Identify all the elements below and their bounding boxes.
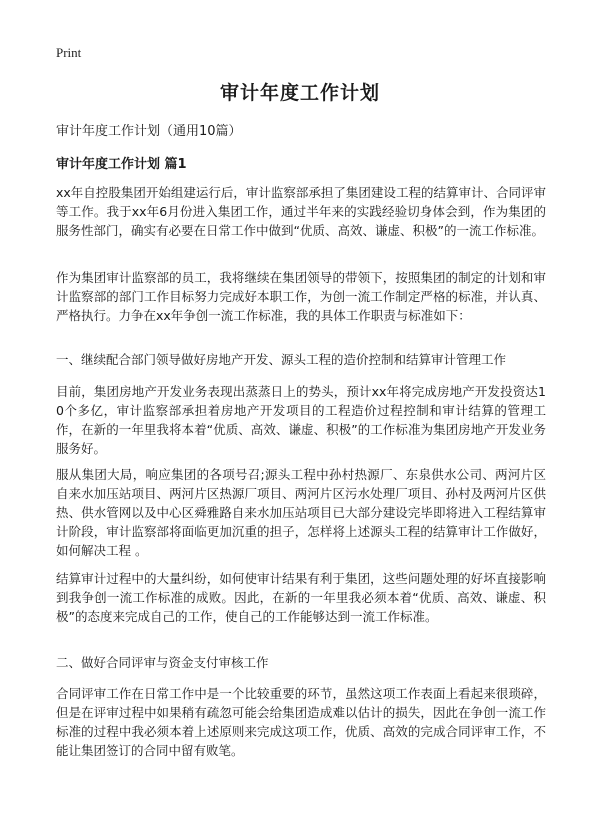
section-heading: 审计年度工作计划 篇1 (56, 157, 187, 172)
document-subtitle: 审计年度工作计划（通用10篇） (56, 124, 242, 139)
page-title: 审计年度工作计划 (219, 82, 380, 104)
print-link[interactable]: Print (56, 45, 82, 60)
subheading-1: 一、继续配合部门领导做好房地产开发、源头工程的造价控制和结算审计管理工作 (56, 352, 507, 367)
paragraph-4: 服从集团大局，响应集团的各项号召;源头工程中孙村热源厂、东泉供水公司、两河片区自来水加压站项目、两河片区热源厂项目、两河片区污水处理厂项目、孙村及两河片区供热、供水管网以及中心区舜雅路自来水加压站项目已大部分建设完毕即将进入工程结算审计阶段，审计监察部将面临更加沉重的担子，怎样将上述源头工程的结算审计工作做好，如何解决工程 。 (56, 467, 546, 558)
paragraph-2: 作为集团审计监察部的员工，我将继续在集团领导的带领下，按照集团的制定的计划和审计监察部的部门工作目标努力完成好本职工作，为创一流工作制定严格的标准，并认真、严格执行。力争在xx年争创一流工作标准，我的具体工作职责与标准如下： (56, 270, 546, 323)
subheading-2: 二、做好合同评审与资金支付审核工作 (56, 655, 269, 670)
paragraph-6: 合同评审工作在日常工作中是一个比较重要的环节，虽然这项工作表面上看起来很琐碎，但是在评审过程中如果稍有疏忽可能会给集团造成难以估计的损失，因此在争创一流工作标准的过程中我必须本着上述原则来完成这项工作，优质、高效的完成合同评审工作，不能让集团签订的合同中留有败笔。 (56, 686, 546, 758)
paragraph-1: xx年自控股集团开始组建运行后，审计监察部承担了集团建设工程的结算审计、合同评审等工作。我于xx年6月份进入集团工作，通过半年来的实践经验切身体会到，作为集团的服务性部门，确实有必要在日常工作中做到“优质、高效、谦虚、积极”的一流工作标准。 (56, 185, 546, 238)
paragraph-5: 结算审计过程中的大量纠纷，如何使审计结果有利于集团，这些问题处理的好坏直接影响到我争创一流工作标准的成败。因此，在新的一年里我必须本着“优质、高效、谦虚、积极”的态度来完成自己的工作，使自己的工作能够达到一流工作标准。 (56, 571, 546, 624)
paragraph-3: 目前，集团房地产开发业务表现出蒸蒸日上的势头，预计xx年将完成房地产开发投资达10个多亿，审计监察部承担着房地产开发项目的工程造价过程控制和审计结算的管理工作，在新的一年里我将本着“优质、高效、谦虚、积极”的工作标准为集团房地产开发业务服务好。 (56, 384, 546, 456)
